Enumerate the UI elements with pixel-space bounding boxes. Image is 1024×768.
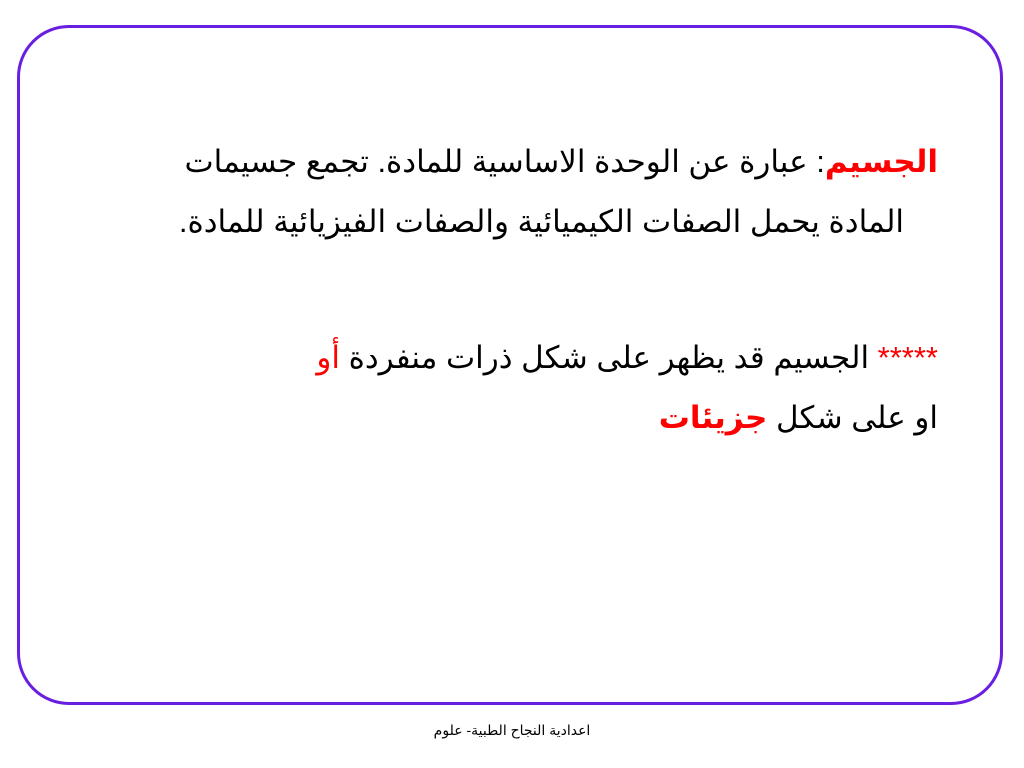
molecules-term: جزيئات (658, 400, 768, 435)
stars-marker: ***** (877, 340, 938, 375)
particle-text-1: الجسيم قد يظهر على شكل ذرات منفردة (339, 340, 878, 375)
definition-line-2: المادة يحمل الصفات الكيميائية والصفات الفيزيائية للمادة. (178, 204, 904, 239)
particle-paragraph (108, 328, 938, 448)
definition-paragraph (108, 132, 938, 252)
slide-content (108, 132, 938, 448)
definition-line-1 (108, 132, 938, 192)
definition-text-1: : عبارة عن الوحدة الاساسية للمادة. تجمع جسيمات (184, 144, 825, 179)
particle-line-1 (108, 328, 938, 388)
slide-footer: اعدادية النجاح الطبية- علوم (433, 722, 591, 738)
particle-line-2 (108, 388, 938, 448)
definition-term: الجسيم (824, 144, 938, 179)
or-word: أو (316, 340, 340, 375)
particle-text-2: او على شكل (767, 400, 938, 435)
